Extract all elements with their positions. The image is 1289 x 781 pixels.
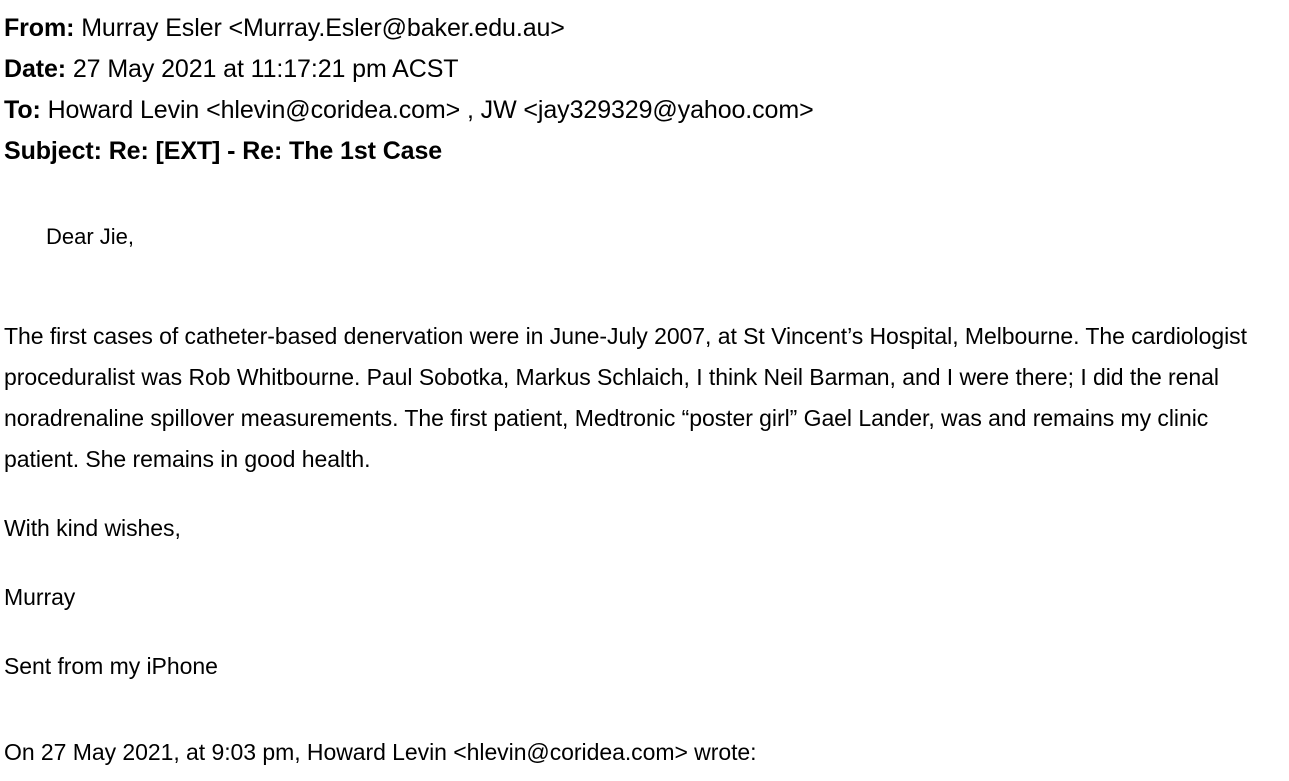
email-header-from	[4, 8, 1289, 49]
email-sent-from: Sent from my iPhone	[4, 653, 218, 679]
email-quoted-intro: On 27 May 2021, at 9:03 pm, Howard Levin <hlevin@coridea.com> wrote:	[4, 739, 757, 765]
email-header-from-label: From:	[4, 14, 75, 42]
email-header-to-value: Howard Levin <hlevin@coridea.com> , JW <jay329329@yahoo.com>	[47, 96, 814, 124]
email-closing: With kind wishes,	[4, 515, 181, 541]
email-body	[0, 222, 1289, 773]
email-header-subject-label: Subject:	[4, 137, 102, 165]
email-header-subject-value: Re: [EXT] - Re: The 1st Case	[108, 137, 443, 165]
email-greeting: Dear Jie,	[46, 224, 135, 249]
email-header-to-label: To:	[4, 96, 41, 124]
email-body-paragraph: The first cases of catheter-based denervation were in June-July 2007, at St Vincent’s Hospital, Melbourne. The cardiologist proceduralist was Rob Whitbourne. Paul Sobotka, Markus Schlaich, I think Neil Barman, and I were there; I did the renal noradrenaline spillover measurements. The first patient, Medtronic “poster girl” Gael Lander, was and remains my clinic patient. She remains in good health.	[4, 323, 1247, 472]
email-header-date-value: 27 May 2021 at 11:17:21 pm ACST	[72, 55, 459, 83]
email-header-from-value: Murray Esler <Murray.Esler@baker.edu.au>	[81, 14, 565, 42]
email-header-block	[0, 0, 1289, 172]
email-header-date-label: Date:	[4, 55, 67, 83]
email-signature: Murray	[4, 584, 76, 610]
email-header-to	[4, 90, 1289, 131]
email-header-date	[4, 49, 1289, 90]
email-header-subject	[4, 131, 1289, 172]
